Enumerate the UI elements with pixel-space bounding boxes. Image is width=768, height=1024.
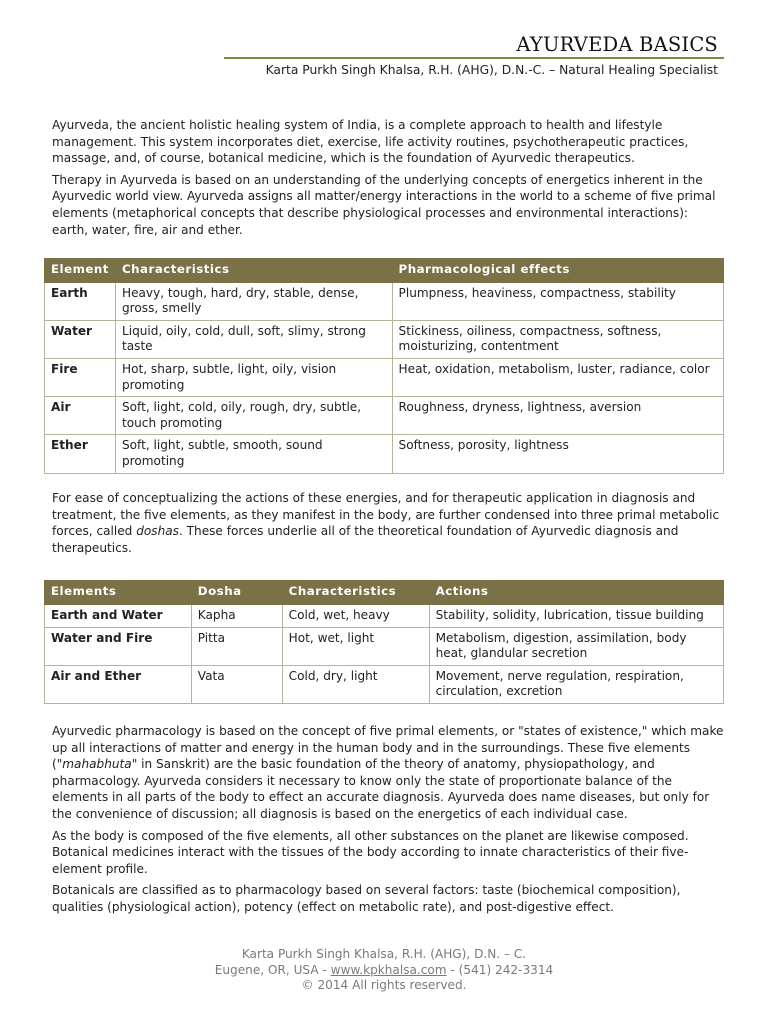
column-header: Elements [45,581,192,605]
pharmacology-paragraph-1 [52,723,724,823]
pharmacology-paragraph-2: As the body is composed of the five elements, all other substances on the planet are likewise composed. Botanical medicines interact with the tissues of the body according to innate characteristics of their five-element profile. [52,828,689,876]
table-row [45,627,724,665]
elements-table-header [45,259,724,283]
dosha-actions: Movement, nerve regulation, respiration, circulation, excretion [429,665,723,703]
element-characteristics: Heavy, tough, hard, dry, stable, dense, gross, smelly [115,282,392,320]
dosha-name: Pitta [191,627,282,665]
dosha-characteristics: Cold, wet, heavy [282,604,429,627]
footer-phone: - (541) 242-3314 [450,962,554,977]
footer-location: Eugene, OR, USA - [214,962,327,977]
dosha-name: Vata [191,665,282,703]
header-rule [224,57,724,59]
text-span: . These forces underlie all of the theoretical foundation of Ayurvedic diagnosis and therapeutics. [52,524,679,555]
column-header: Dosha [191,581,282,605]
doshas-section [52,490,724,561]
dosha-elements: Water and Fire [45,627,192,665]
column-header: Characteristics [282,581,429,605]
element-characteristics: Soft, light, cold, oily, rough, dry, subtle, touch promoting [115,397,392,435]
author-subtitle: Karta Purkh Singh Khalsa, R.H. (AHG), D.N.-C. – Natural Healing Specialist [265,63,718,77]
text-span: For ease of conceptualizing the actions of these energies, and for therapeutic application in diagnosis and treatment, the five elements, as they manifest in the body, are further condensed into three primal metabolic forces, called [52,491,720,539]
column-header: Element [45,259,116,283]
elements-table [44,258,724,474]
column-header: Characteristics [115,259,392,283]
element-effects: Softness, porosity, lightness [392,435,723,473]
table-row [45,435,724,473]
doshas-paragraph [52,490,724,556]
footer-contact [0,963,768,979]
dosha-actions: Stability, solidity, lubrication, tissue building [429,604,723,627]
element-effects: Heat, oxidation, metabolism, luster, radiance, color [392,358,723,396]
intro-section [52,117,724,243]
element-name: Ether [45,435,116,473]
element-name: Water [45,320,116,358]
dosha-table [44,580,724,704]
element-characteristics: Liquid, oily, cold, dull, soft, slimy, strong taste [115,320,392,358]
dosha-elements: Earth and Water [45,604,192,627]
footer-copyright: © 2014 All rights reserved. [301,978,467,993]
column-header: Actions [429,581,723,605]
table-row [45,282,724,320]
dosha-table-header [45,581,724,605]
element-name: Air [45,397,116,435]
page-footer [0,947,768,994]
element-characteristics: Soft, light, subtle, smooth, sound promoting [115,435,392,473]
dosha-elements: Air and Ether [45,665,192,703]
table-row [45,604,724,627]
website-link[interactable]: www.kpkhalsa.com [330,962,447,977]
intro-paragraph-1: Ayurveda, the ancient holistic healing system of India, is a complete approach to health and lifestyle management. This system incorporates diet, exercise, life activity routines, psychotherapeutic practices, massage, and, of course, botanical medicine, which is the foundation of Ayurvedic therapeutics. [52,118,689,166]
table-row [45,397,724,435]
text-span: Ayurvedic pharmacology is based on the concept of five primal elements, or "states of existence," which make up all interactions of matter and energy in the human body and in the surroundings. These five elements (" [52,724,724,772]
column-header: Pharmacological effects [392,259,723,283]
table-row [45,358,724,396]
page-title: AYURVEDA BASICS [516,33,718,56]
element-characteristics: Hot, sharp, subtle, light, oily, vision promoting [115,358,392,396]
element-effects: Plumpness, heaviness, compactness, stability [392,282,723,320]
text-span: " in Sanskrit) are the basic foundation of the theory of anatomy, physiopathology, and pharmacology. Ayurveda considers it necessary to know only the state of proportionate balance of the elements in all parts of the body to effect an accurate diagnosis. Ayurveda does name diseases, but only for the convenience of discussion; all diagnosis is based on the energetics of each individual case. [52,757,710,821]
dosha-characteristics: Hot, wet, light [282,627,429,665]
table-row [45,320,724,358]
footer-author: Karta Purkh Singh Khalsa, R.H. (AHG), D.N. – C. [241,947,527,961]
element-name: Earth [45,282,116,320]
element-effects: Stickiness, oiliness, compactness, softness, moisturizing, contentment [392,320,723,358]
intro-paragraph-2: Therapy in Ayurveda is based on an understanding of the underlying concepts of energetics inherent in the Ayurvedic world view. Ayurveda assigns all matter/energy interactions in the world to a scheme of five primal elements (metaphorical concepts that describe physiological processes and environmental interactions): earth, water, fire, air and ether. [52,172,716,237]
dosha-actions: Metabolism, digestion, assimilation, body heat, glandular secretion [429,627,723,665]
table-row [45,665,724,703]
emphasis-doshas: doshas [136,524,179,539]
dosha-name: Kapha [191,604,282,627]
element-effects: Roughness, dryness, lightness, aversion [392,397,723,435]
element-name: Fire [45,358,116,396]
pharmacology-section [52,723,724,921]
pharmacology-paragraph-3: Botanicals are classified as to pharmacology based on several factors: taste (biochemical composition), qualities (physiological action), potency (effect on metabolic rate), and post-digestive effect. [52,883,681,914]
emphasis-mahabhuta: mahabhuta [62,757,132,772]
dosha-characteristics: Cold, dry, light [282,665,429,703]
